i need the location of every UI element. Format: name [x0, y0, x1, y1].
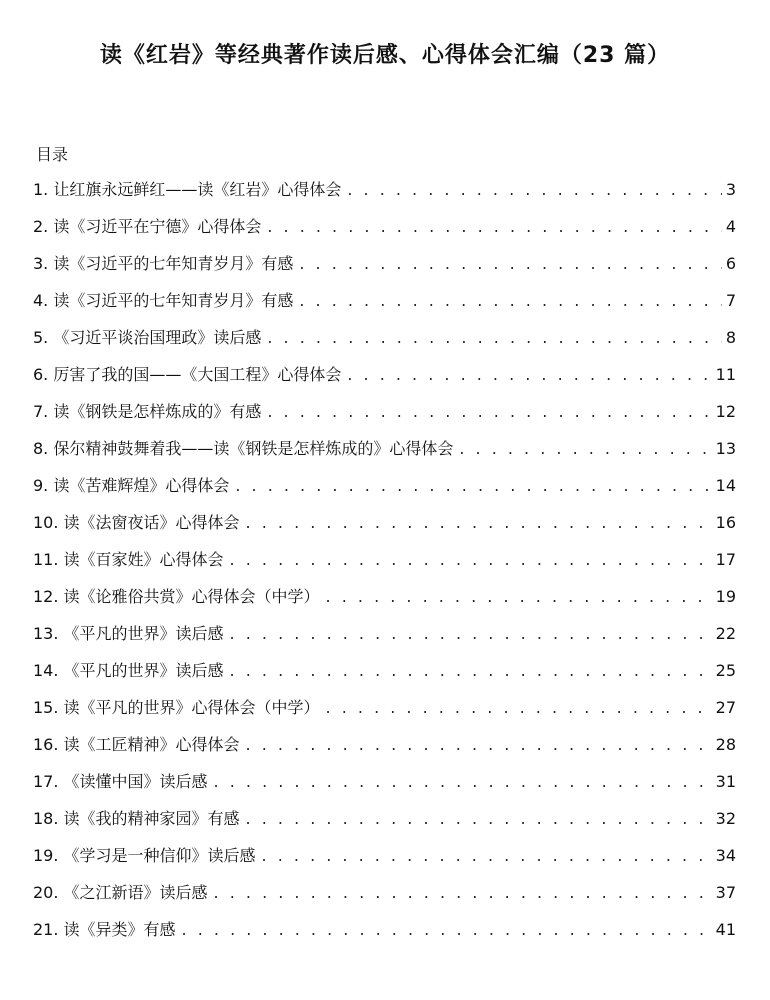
toc-dot-leader [182, 911, 712, 948]
toc-entry-page-number[interactable]: 17 [715, 550, 736, 569]
toc-dot-leader [347, 171, 721, 208]
toc-dot-leader [230, 541, 712, 578]
toc-dot-leader [246, 800, 712, 837]
toc-entry-title[interactable]: 5. 《习近平谈治国理政》读后感 [33, 328, 262, 347]
toc-entry[interactable] [33, 504, 736, 541]
toc-heading: 目录 [36, 145, 69, 164]
toc-entry-page-number[interactable]: 25 [715, 661, 736, 680]
toc-dot-leader [347, 356, 711, 393]
toc-entry-page-number[interactable]: 31 [715, 772, 736, 791]
toc-dot-leader [326, 578, 712, 615]
toc-entry[interactable] [33, 467, 736, 504]
toc-entry-title[interactable]: 2. 读《习近平在宁德》心得体会 [33, 217, 262, 236]
toc-entry-page-number[interactable]: 19 [715, 587, 736, 606]
toc-entry-page-number[interactable]: 34 [715, 846, 736, 865]
toc-entry[interactable] [33, 726, 736, 763]
toc-entry[interactable] [33, 356, 736, 393]
toc-dot-leader [267, 393, 711, 430]
toc-entry-title[interactable]: 7. 读《钢铁是怎样炼成的》有感 [33, 402, 262, 421]
toc-entry-page-number[interactable]: 14 [715, 476, 736, 495]
toc-entry-title[interactable]: 14. 《平凡的世界》读后感 [33, 661, 224, 680]
toc-entry-title[interactable]: 1. 让红旗永远鲜红——读《红岩》心得体会 [33, 180, 342, 199]
toc-dot-leader [459, 430, 711, 467]
toc-entry-page-number[interactable]: 28 [715, 735, 736, 754]
toc-entry-title[interactable]: 20. 《之江新语》读后感 [33, 883, 208, 902]
toc-entry-page-number[interactable]: 3 [725, 180, 736, 199]
toc-entry-title[interactable]: 19. 《学习是一种信仰》读后感 [33, 846, 256, 865]
toc-entry-title[interactable]: 12. 读《论雅俗共赏》心得体会（中学） [33, 587, 320, 606]
toc-entry[interactable] [33, 208, 736, 245]
toc-dot-leader [299, 245, 721, 282]
toc-entry[interactable] [33, 689, 736, 726]
toc-entry-page-number[interactable]: 11 [715, 365, 736, 384]
toc-dot-leader [246, 504, 712, 541]
toc-entry-title[interactable]: 9. 读《苦难辉煌》心得体会 [33, 476, 230, 495]
toc-entry-page-number[interactable]: 13 [715, 439, 736, 458]
toc-entry-title[interactable]: 6. 厉害了我的国——《大国工程》心得体会 [33, 365, 342, 384]
toc-entry-page-number[interactable]: 16 [715, 513, 736, 532]
toc-entry-title[interactable]: 8. 保尔精神鼓舞着我——读《钢铁是怎样炼成的》心得体会 [33, 439, 454, 458]
toc-entry-page-number[interactable]: 41 [715, 920, 736, 939]
toc-entry-title[interactable]: 15. 读《平凡的世界》心得体会（中学） [33, 698, 320, 717]
toc-dot-leader [267, 208, 721, 245]
toc-entry[interactable] [33, 763, 736, 800]
toc-entry[interactable] [33, 800, 736, 837]
toc-dot-leader [299, 282, 721, 319]
toc-entry[interactable] [33, 837, 736, 874]
toc-entry[interactable] [33, 911, 736, 948]
table-of-contents [33, 171, 736, 948]
toc-entry[interactable] [33, 393, 736, 430]
toc-dot-leader [230, 652, 712, 689]
toc-entry[interactable] [33, 171, 736, 208]
toc-entry-title[interactable]: 3. 读《习近平的七年知青岁月》有感 [33, 254, 294, 273]
toc-entry[interactable] [33, 319, 736, 356]
toc-dot-leader [214, 874, 712, 911]
toc-entry-title[interactable]: 11. 读《百家姓》心得体会 [33, 550, 224, 569]
toc-dot-leader [246, 726, 712, 763]
toc-entry[interactable] [33, 282, 736, 319]
toc-entry[interactable] [33, 652, 736, 689]
toc-entry[interactable] [33, 578, 736, 615]
toc-dot-leader [230, 615, 712, 652]
document-title: 读《红岩》等经典著作读后感、心得体会汇编（23 篇） [99, 43, 671, 68]
toc-entry-page-number[interactable]: 32 [715, 809, 736, 828]
toc-entry-title[interactable]: 16. 读《工匠精神》心得体会 [33, 735, 240, 754]
toc-entry-page-number[interactable]: 27 [715, 698, 736, 717]
toc-entry-title[interactable]: 4. 读《习近平的七年知青岁月》有感 [33, 291, 294, 310]
toc-dot-leader [235, 467, 711, 504]
toc-entry-page-number[interactable]: 7 [725, 291, 736, 310]
toc-entry-title[interactable]: 18. 读《我的精神家园》有感 [33, 809, 240, 828]
toc-entry-page-number[interactable]: 8 [725, 328, 736, 347]
toc-entry-title[interactable]: 17. 《读懂中国》读后感 [33, 772, 208, 791]
toc-entry-page-number[interactable]: 22 [715, 624, 736, 643]
toc-dot-leader [267, 319, 721, 356]
toc-entry-page-number[interactable]: 37 [715, 883, 736, 902]
toc-dot-leader [326, 689, 712, 726]
toc-entry-title[interactable]: 10. 读《法窗夜话》心得体会 [33, 513, 240, 532]
toc-entry[interactable] [33, 430, 736, 467]
toc-dot-leader [262, 837, 712, 874]
toc-entry-page-number[interactable]: 12 [715, 402, 736, 421]
toc-entry-page-number[interactable]: 4 [725, 217, 736, 236]
toc-entry-page-number[interactable]: 6 [725, 254, 736, 273]
toc-entry[interactable] [33, 245, 736, 282]
toc-entry-title[interactable]: 13. 《平凡的世界》读后感 [33, 624, 224, 643]
toc-entry[interactable] [33, 615, 736, 652]
toc-entry[interactable] [33, 874, 736, 911]
toc-entry-title[interactable]: 21. 读《异类》有感 [33, 920, 176, 939]
toc-entry[interactable] [33, 541, 736, 578]
toc-dot-leader [214, 763, 712, 800]
